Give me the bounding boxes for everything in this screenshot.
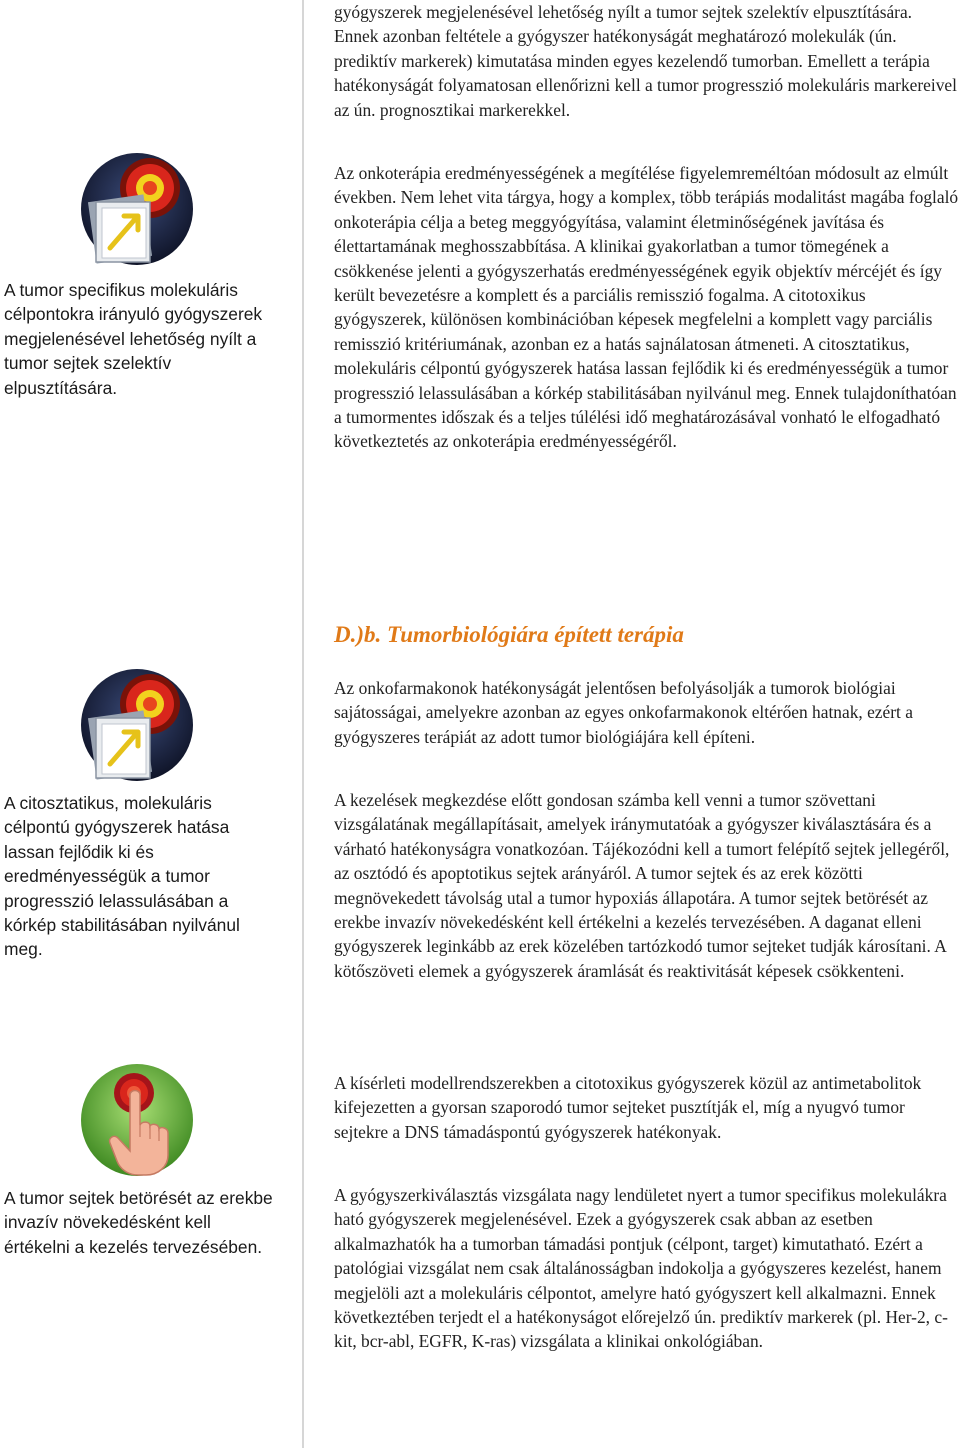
margin-note: A citosztatikus, molekuláris célpontú gyógyszerek hatása lassan fejlődik ki és eredményességük a tumor progresszió lelassulásában a kórkép stabilitásában nyilvánul meg. (4, 793, 240, 960)
paragraph: Az onkofarmakonok hatékonyságát jelentősen befolyásolják a tumorok biológiai sajátosságai, amelyekre azonban az egyes onkofarmakonok eltérően hatnak, ezért a gyógyszeres terápiát az adott tumor biológiájára kell építeni. (334, 678, 913, 747)
paragraph: gyógyszerek megjelenésével lehetőség nyílt a tumor sejtek szelektív elpusztítására. Ennek azonban feltétele a gyógyszer hatékonyságát meghatározó molekulák (ún. prediktív markerek) kimutatása minden egyes kezelendő tumorban. Emellett a terápia hatékonyságát folyamatosan ellenőrizni kell a tumor progresszió molekuláris markereivel az ún. prognosztikai markerekkel. (334, 2, 957, 120)
target-document-icon (80, 668, 194, 782)
paragraph: A gyógyszerkiválasztás vizsgálata nagy lendületet nyert a tumor specifikus molekulákra ható gyógyszerek megjelenésével. Ezek a gyógyszerek csak abban az esetben alkalmazhatók ha a tumorban támadási pontjuk (célpont, target) kimutatható. Ezért a patológiai vizsgálat nem csak általánosságban indokolja a gyógyszeres kezelést, hanem megjelöli azt a molekuláris célpontot, amelyre ható gyógyszert kell alkalmazni. Ennek következtében terjedt el a hatékonyságot előrejelző ún. prediktív markerek (pl. Her-2, c-kit, bcr-abl, EGFR, K-ras) vizsgálata a klinikai onkológiában. (334, 1185, 948, 1352)
target-document-icon (80, 152, 194, 266)
margin-note: A tumor sejtek betörését az erekbe invazív növekedésként kell értékelni a kezelés tervezésében. (4, 1188, 273, 1257)
paragraph: A kezelések megkezdése előtt gondosan számba kell venni a tumor szövettani vizsgálatának megállapításait, amelyek iránymutatóak a gyógyszer kiválasztására és a várható hatékonyságra vonatkozóan. Tájékozódni kell a tumort felépítő sejtek jellegéről, az osztódó és apoptotikus sejtek arányáról. A tumor sejtek és az erek közötti megnövekedett távolság utal a tumor hypoxiás állapotára. A tumor sejtek betörését az erekbe invazív növekedésként kell értékelni a kezelés tervezésében. A daganat elleni gyógyszerek leginkább az erek közelében tartózkodó tumor sejteket tudják károsítani. A kötőszöveti elemek a gyógyszerek áramlását és reaktivitását képesek csökkenteni. (334, 790, 950, 981)
column-divider (302, 0, 304, 1448)
margin-note: A tumor specifikus molekuláris célpontokra irányuló gyógyszerek megjelenésével lehetőség nyílt a tumor sejtek szelektív elpusztítására. (4, 280, 263, 398)
paragraph: Az onkoterápia eredményességének a megítélése figyelemreméltóan módosult az elmúlt években. Nem lehet vita tárgya, hogy a komplex, több terápiás modalitást magába foglaló onkoterápia célja a beteg meggyógyítása, valamint életminőségének javítása és élettartamának meghosszabbítása. A klinikai gyakorlatban a tumor tömegének a csökkenése jelenti a gyógyszerhatás eredményességének egyik objektív mércéjét és így került bevezetésre a komplett és a parciális remisszió fogalma. A citotoxikus gyógyszerek, különösen kombinációban képesek megfelelni a komplett vagy parciális remisszió kritériumának, azonban ez a hatás sajnálatosan átmeneti. A citosztatikus, molekuláris célpontú gyógyszerek hatása lassan fejlődik ki és eredményességük a tumor progresszió lelassulásában a kórkép stabilitásában nyilvánul meg. Ennek tulajdoníthatóan a tumormentes időszak és a teljes túlélési idő meghatározásával vonható le elfogadható következtetés az onkoterápia eredményességéről. (334, 163, 959, 452)
hand-press-icon (80, 1063, 194, 1177)
paragraph: A kísérleti modellrendszerekben a citotoxikus gyógyszerek közül az antimetabolitok kifejezetten a gyorsan szaporodó tumor sejteket pusztítják el, míg a nyugvó tumor sejtekre a DNS támadáspontú gyógyszerek hatékonyak. (334, 1073, 922, 1142)
section-heading: D.)b. Tumorbiológiára épített terápia (334, 622, 684, 647)
